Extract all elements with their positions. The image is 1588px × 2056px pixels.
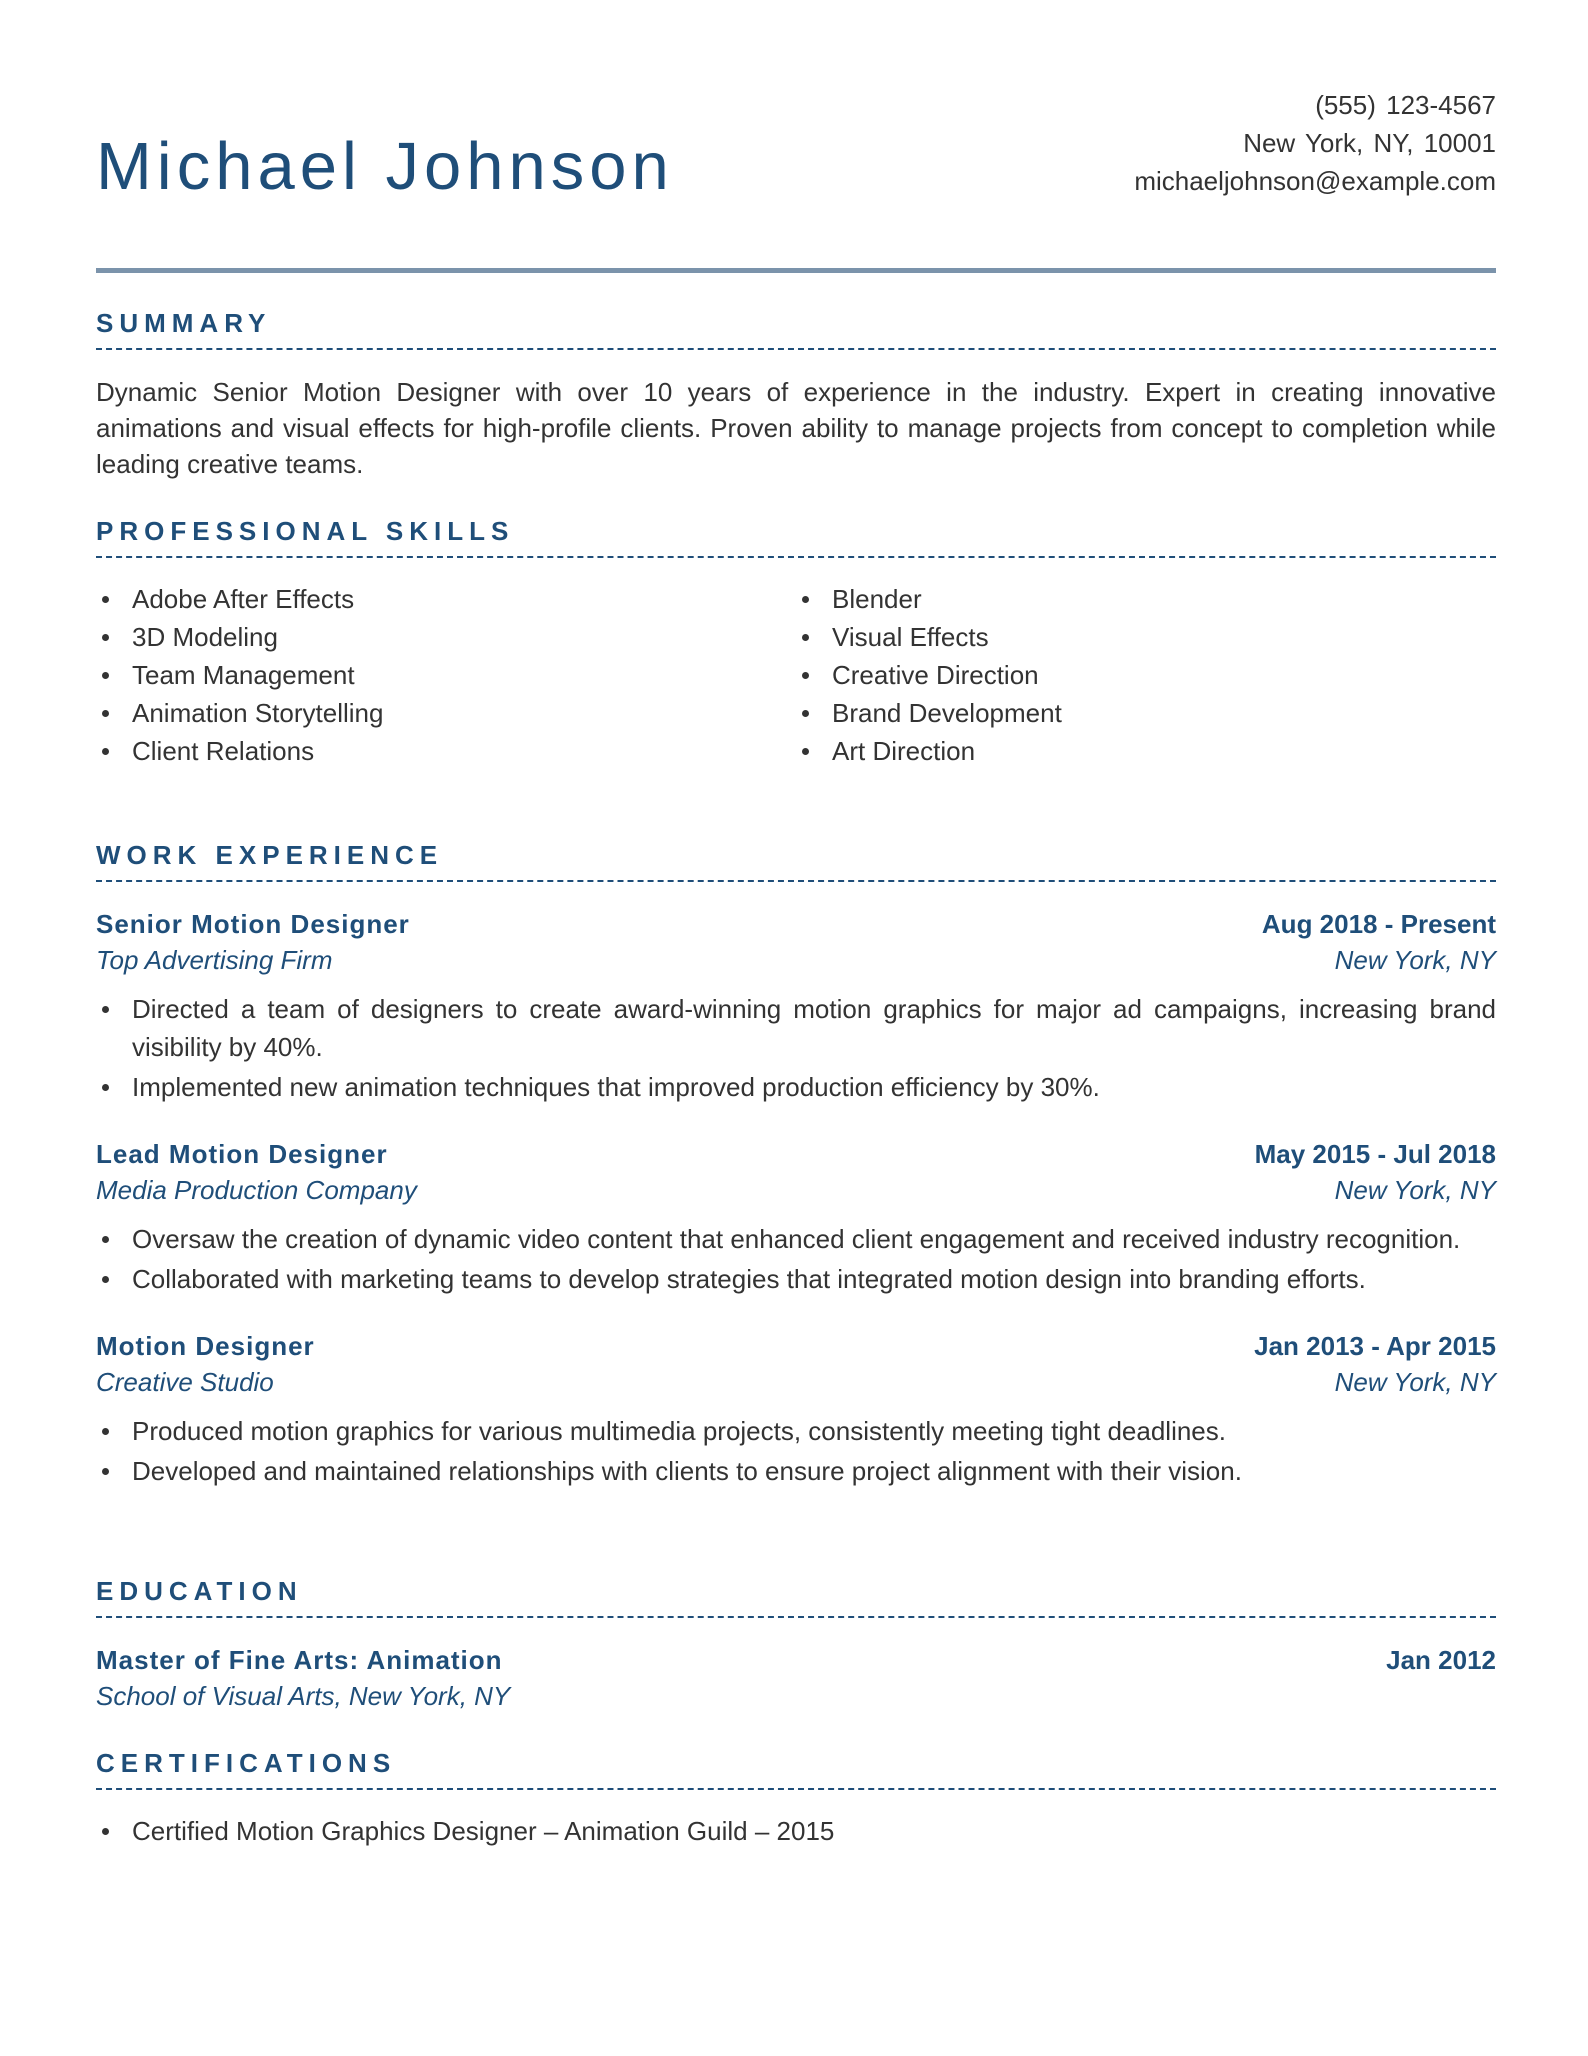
skill-item [796,732,1496,770]
skills-section [96,516,1496,770]
job-bullet-text: Directed a team of designers to create award-winning motion graphics for major ad campaigns, increasing brand visibility by 40%. [132,994,1496,1062]
bullet-icon [802,596,809,603]
section-title-certifications: CERTIFICATIONS [96,1748,1496,1790]
skill-label: Client Relations [132,736,315,766]
section-title-work: WORK EXPERIENCE [96,840,1496,882]
summary-section [96,308,1496,482]
skill-item [796,580,1496,618]
job-bullet [96,990,1496,1066]
job-bullet-text: Implemented new animation techniques that improved production efficiency by 30%. [132,1072,1100,1102]
certifications-section [96,1748,1496,1850]
skill-item [96,656,796,694]
job-bullet [96,1260,1496,1298]
skill-label: Art Direction [832,736,976,766]
bullet-icon [102,748,109,755]
resume-page [96,0,1496,1846]
job-bullet [96,1412,1496,1450]
email-address: michaeljohnson@example.com [1134,166,1496,196]
skill-item [796,656,1496,694]
bullet-icon [102,1236,109,1243]
certification-list [96,1812,1496,1850]
job-subheader-row [96,1364,1496,1400]
job-dates: Aug 2018 - Present [1261,909,1496,939]
job-bullets [96,990,1496,1106]
bullet-icon [102,1468,109,1475]
job-bullet [96,1068,1496,1106]
bullet-icon [802,748,809,755]
skill-label: Team Management [132,660,355,690]
job-header-row [96,1136,1496,1172]
job-entry [96,906,1496,1106]
skill-item [96,618,796,656]
education-entry [96,1642,1496,1714]
bullet-icon [102,596,109,603]
job-location: New York, NY [1334,1175,1496,1205]
bullet-icon [102,1006,109,1013]
job-title: Lead Motion Designer [96,1139,388,1169]
skill-label: Adobe After Effects [132,584,355,614]
skill-label: Visual Effects [832,622,989,652]
skill-label: 3D Modeling [132,622,278,652]
skill-label: Brand Development [832,698,1062,728]
job-location: New York, NY [1334,945,1496,975]
skill-item [796,694,1496,732]
bullet-icon [102,1428,109,1435]
job-subheader-row [96,942,1496,978]
bullet-icon [102,710,109,717]
work-experience-section [96,840,1496,1492]
education-header-row [96,1642,1496,1678]
job-bullet-text: Oversaw the creation of dynamic video content that enhanced client engagement and received industry recognition. [132,1224,1461,1254]
section-title-education: EDUCATION [96,1576,1496,1618]
skill-label: Creative Direction [832,660,1039,690]
education-section [96,1576,1496,1714]
skill-label: Blender [832,584,922,614]
skills-column-right [796,580,1496,770]
education-date: Jan 2012 [1386,1645,1496,1675]
certification-item [96,1812,1496,1850]
skill-item [96,694,796,732]
bullet-icon [102,634,109,641]
job-bullet [96,1220,1496,1258]
job-company: Creative Studio [96,1367,274,1397]
job-title: Motion Designer [96,1331,315,1361]
section-title-skills: PROFESSIONAL SKILLS [96,516,1496,558]
section-title-summary: SUMMARY [96,308,1496,350]
job-dates: Jan 2013 - Apr 2015 [1254,1331,1496,1361]
skills-grid [96,580,1496,770]
job-company: Top Advertising Firm [96,945,333,975]
job-bullet-text: Developed and maintained relationships with clients to ensure project alignment with their vision. [132,1456,1242,1486]
job-bullet [96,1452,1496,1490]
phone-number: (555) 123-4567 [1315,90,1496,120]
bullet-icon [102,1084,109,1091]
address: New York, NY, 10001 [1243,128,1496,158]
job-bullets [96,1412,1496,1490]
bullet-icon [102,1828,109,1835]
job-company: Media Production Company [96,1175,417,1205]
bullet-icon [102,672,109,679]
certification-text: Certified Motion Graphics Designer – Animation Guild – 2015 [132,1816,835,1846]
bullet-icon [802,634,809,641]
contact-info [1134,86,1496,200]
job-header-row [96,1328,1496,1364]
bullet-icon [102,1276,109,1283]
resume-header [96,0,1496,272]
job-location: New York, NY [1334,1367,1496,1397]
education-degree: Master of Fine Arts: Animation [96,1645,503,1675]
job-entry [96,1328,1496,1490]
job-bullets [96,1220,1496,1298]
skill-item [796,618,1496,656]
header-divider [96,268,1496,273]
job-header-row [96,906,1496,942]
skills-column-left [96,580,796,770]
job-bullet-text: Produced motion graphics for various multimedia projects, consistently meeting tight deadlines. [132,1416,1226,1446]
bullet-icon [802,672,809,679]
summary-text: Dynamic Senior Motion Designer with over 10 years of experience in the industry. Expert in creating innovative animations and visual effects for high-profile clients. Proven ability to manage projects from concept to completion while leading creative teams. [96,377,1496,479]
candidate-name: Michael Johnson [96,128,674,204]
bullet-icon [802,710,809,717]
skill-label: Animation Storytelling [132,698,384,728]
education-school: School of Visual Arts, New York, NY [96,1681,511,1711]
job-title: Senior Motion Designer [96,909,410,939]
job-entry [96,1136,1496,1298]
skill-item [96,580,796,618]
skill-item [96,732,796,770]
job-subheader-row [96,1172,1496,1208]
job-bullet-text: Collaborated with marketing teams to develop strategies that integrated motion design into branding efforts. [132,1264,1366,1294]
job-dates: May 2015 - Jul 2018 [1254,1139,1496,1169]
